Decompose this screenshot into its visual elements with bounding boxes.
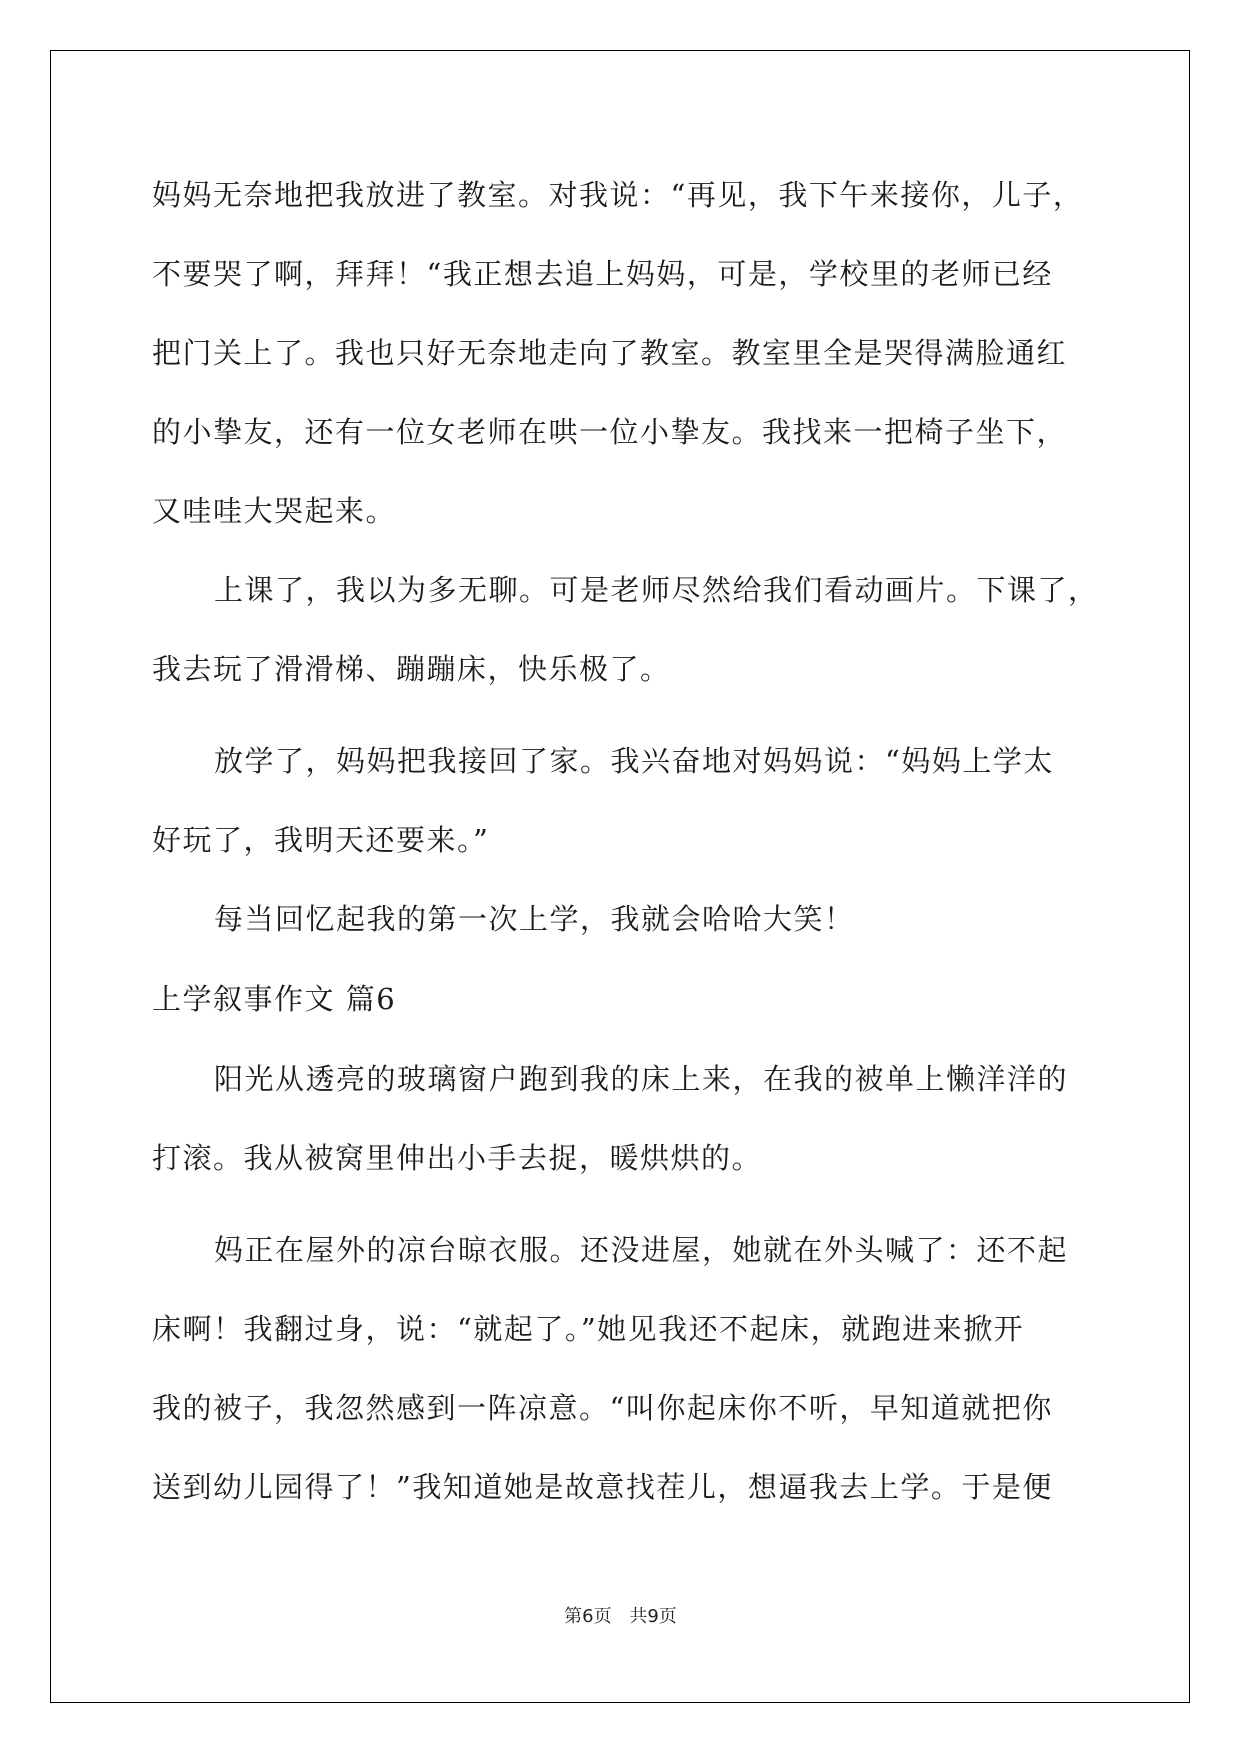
paragraph-first-line: 阳光从透亮的玻璃窗户跑到我的床上来，在我的被单上懒洋洋的 (214, 1062, 1069, 1096)
paragraph-first-line: 放学了，妈妈把我接回了家。我兴奋地对妈妈说：“妈妈上学太 (214, 744, 1054, 778)
page-number-total: 共9页 (629, 1606, 677, 1627)
text-line: 又哇哇大哭起来。 (152, 494, 397, 528)
page-number-current: 第6页 (564, 1606, 612, 1627)
page-border (50, 50, 1190, 1703)
text-line: 把门关上了。我也只好无奈地走向了教室。教室里全是哭得满脸通红 (152, 336, 1068, 370)
section-heading: 上学叙事作文 篇6 (152, 982, 397, 1016)
paragraph-first-line: 上课了，我以为多无聊。可是老师尽然给我们看动画片。下课了， (214, 573, 1099, 607)
paragraph-first-line: 每当回忆起我的第一次上学，我就会哈哈大笑！ (214, 902, 855, 936)
text-line: 妈妈无奈地把我放进了教室。对我说：“再见，我下午来接你，儿子， (152, 178, 1084, 212)
text-line: 的小挚友，还有一位女老师在哄一位小挚友。我找来一把椅子坐下， (152, 415, 1068, 449)
page-footer (0, 1606, 1241, 1628)
text-line: 打滚。我从被窝里伸出小手去捉，暖烘烘的。 (152, 1141, 763, 1175)
text-line: 不要哭了啊，拜拜！“我正想去追上妈妈，可是，学校里的老师已经 (152, 257, 1053, 291)
text-line: 送到幼儿园得了！”我知道她是故意找茬儿，想逼我去上学。于是便 (152, 1470, 1053, 1504)
paragraph-first-line: 妈正在屋外的凉台晾衣服。还没进屋，她就在外头喊了：还不起 (214, 1233, 1069, 1267)
text-line: 我去玩了滑滑梯、蹦蹦床，快乐极了。 (152, 652, 671, 686)
text-line: 好玩了，我明天还要来。” (152, 823, 490, 857)
text-line: 床啊！我翻过身，说：“就起了。”她见我还不起床，就跑进来掀开 (152, 1312, 1025, 1346)
text-line: 我的被子，我忽然感到一阵凉意。“叫你起床你不听，早知道就把你 (152, 1391, 1053, 1425)
